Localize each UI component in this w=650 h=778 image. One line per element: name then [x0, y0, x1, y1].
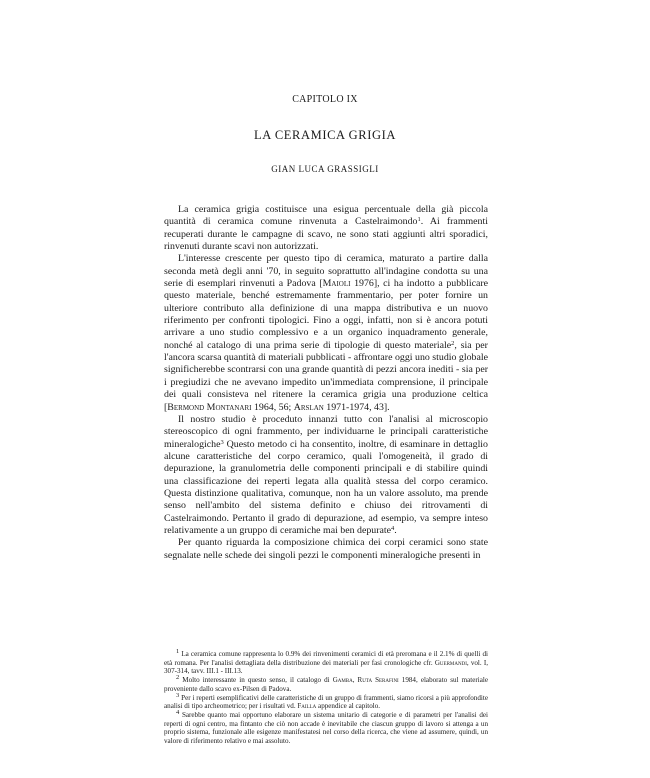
chapter-title: LA CERAMICA GRIGIA — [253, 128, 397, 142]
text-run: La ceramica grigia costituisce una esigua percentuale della già piccola quantità di ceramica comune rinvenuta a Castelraimondo — [164, 204, 488, 228]
text-run: . — [394, 524, 397, 536]
text-run: , vol. I, 307-314, tavv. III.1 - III.13. — [164, 658, 489, 676]
text-run: Il nostro studio è proceduto innanzi tutto con l'analisi al microscopio stereoscopico di ogni frammento, per individuarne le principali caratteristiche mineralogiche — [164, 413, 488, 450]
text-run: Molto interessante in questo senso, il catalogo di — [179, 676, 333, 685]
footnote-4 — [164, 708, 488, 746]
footnote-ref-4[interactable]: 4 — [391, 524, 395, 532]
text-run: . Ai frammenti recuperati durante le campagne di scavo, ne sono stati aggiunti altri sporadici, rinvenuti durante scavi non autorizzati. — [164, 216, 488, 253]
text-run: Questo metodo ci ha consentito, inoltre, di esaminare in dettaglio alcune caratteristiche del corpo ceramico, quali l'omogeneità, il grado di depurazione, la granulometria delle componenti principali e di stabilire quindi una classificazione dei reperti legata alla qualità stessa del corpo ceramico. Questa distinzione qualitativa, comunque, non ha un valore assoluto, ma prende senso nell'ambito del sistema definito e chiuso dei ritrovamenti di Castelraimondo. Pertanto il grado di depurazione, ad esempio, va sempre inteso relativamente a un gruppo di ceramiche mai ben depurate — [164, 438, 488, 536]
footnote-2 — [164, 676, 488, 693]
footnote-number: 2 — [176, 674, 180, 682]
author-name: GIAN LUCA GRASSIGLI — [271, 164, 379, 174]
citation-author: Maioli — [322, 278, 351, 290]
text-run: 1964, 56; — [251, 401, 294, 413]
text-run: La ceramica comune rappresenta lo 0.9% dei rinvenimenti ceramici di età preromana e il 2.1% di quelli di età romana. Per l'analisi dettagliata della distribuzione dei materiali per fasi cronologiche cfr. — [164, 650, 488, 667]
chapter-label: CAPITOLO IX — [292, 94, 358, 105]
paragraph-2 — [164, 253, 488, 413]
paragraph-4 — [164, 537, 488, 562]
text-run: 1971-1974, 43]. — [323, 401, 390, 413]
footnote-ref-3[interactable]: 3 — [220, 438, 224, 446]
text-run: 1984, elaborato sul materiale proveniente dallo scavo ex-Pilsen di Padova. — [164, 676, 488, 693]
footnote-3 — [164, 691, 488, 711]
footnote-number: 1 — [176, 648, 180, 655]
body-text — [164, 204, 488, 562]
text-run: 1976], ci ha indotto a pubblicare questo materiale, benché estremamente frammentario, per poter fornire un ulteriore contributo alla definizione di una mappa distributiva e un nuovo riferimento per confronti tipologici. Fino a oggi, infatti, non si è ancora potuti arrivare a uno studio complessivo e a un organico inquadramento generale, nonché al catalogo di una prima serie di tipologie di questo materiale — [164, 278, 489, 351]
paragraph-3 — [164, 414, 488, 537]
citation-author: Guermandi — [434, 658, 467, 667]
footnote-ref-2[interactable]: 2 — [451, 339, 455, 347]
text-run: , sia per l'ancora scarsa quantità di materiali pubblicati - affrontare oggi uno studio globale significherebbe scontrarsi con una grande quantità di pezzi ancora inediti - sia per i pregiudizi che ne avevano impedito un'immediata comprensione, il principale dei quali consisteva nel ritenere la ceramica grigia una produzione celtica [ — [164, 339, 488, 413]
text-run: L'interesse crescente per questo tipo di ceramica, maturato a partire dalla seconda metà degli anni '70, in seguito soprattutto all'indagine condotta su una serie di esemplari rinvenuti a Padova [ — [164, 253, 488, 290]
text-run: Per quanto riguarda la composizione chimica dei corpi ceramici sono state segnalate nelle schede dei singoli pezzi le componenti mineralogiche presenti in — [164, 537, 488, 561]
text-run: Sarebbe quanto mai opportuno elaborare un sistema unitario di categorie e di parametri per l'analisi dei reperti di ogni centro, ma fintanto che ciò non accade è inevitabile che ciascun gruppo di lavoro si attenga a un proprio sistema, funzionale alle esigenze manifestatesi nel corso della ricerca, che viene ad assumere, quindi, un valore di riferimento relativo e mai assoluto. — [164, 710, 488, 746]
footnotes — [164, 650, 488, 746]
text-run: Per i reperti esemplificativi delle caratteristiche di un gruppo di frammenti, siamo ricorsi a più approfondite analisi di tipo archeometrico; per i risultati vd. — [164, 693, 488, 711]
footnote-number: 3 — [176, 691, 180, 699]
citation-author: Failla — [297, 702, 317, 711]
citation-author: Gamba, Ruta Serafini — [332, 676, 399, 685]
citation-author: Bermond Montanari — [167, 401, 252, 413]
footnote-ref-1[interactable]: 1 — [417, 216, 421, 224]
paragraph-1 — [164, 204, 488, 253]
footnote-1 — [164, 650, 488, 676]
text-run: appendice al capitolo. — [316, 702, 381, 711]
citation-author: Arslan — [293, 401, 324, 413]
footnote-number: 4 — [176, 708, 180, 716]
